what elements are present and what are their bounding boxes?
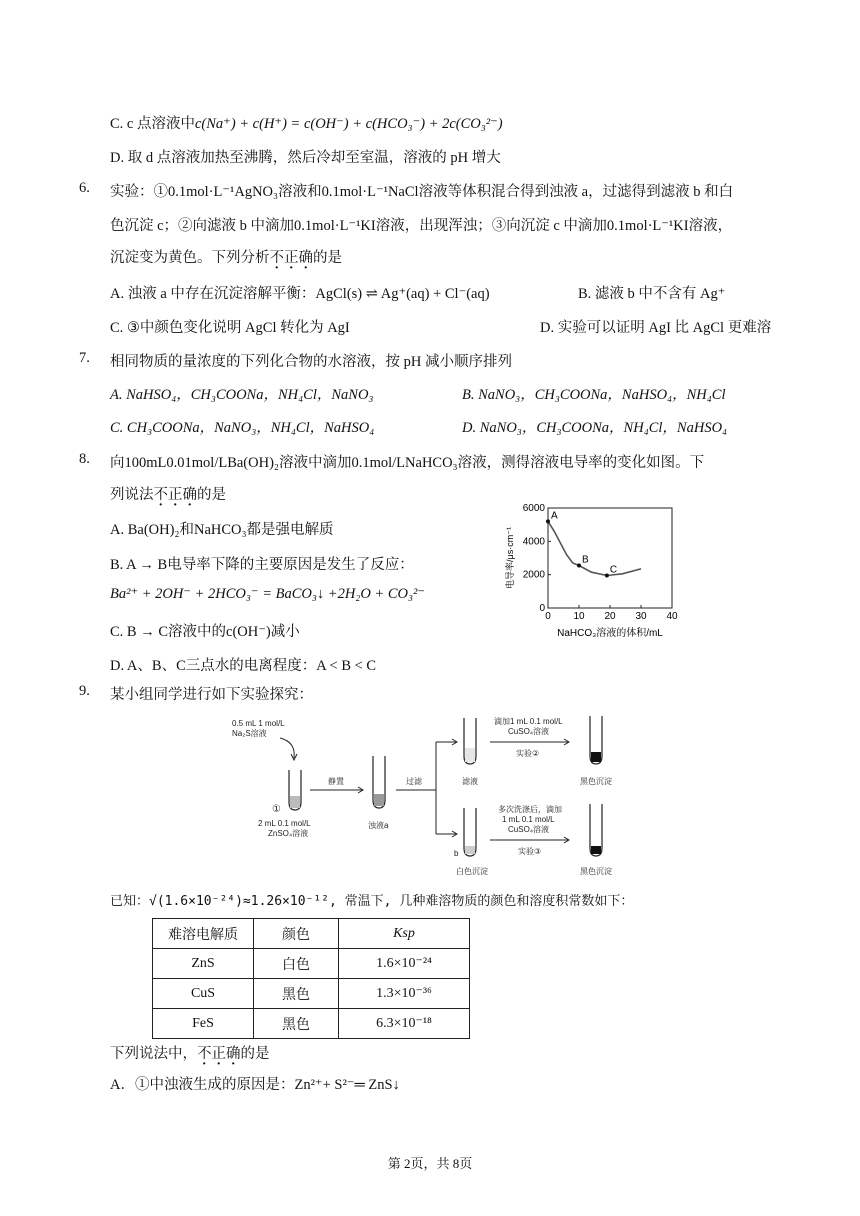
step2-top-1: 滴加1 mL 0.1 mol/L: [494, 717, 563, 726]
tube-2-label: 浊液a: [368, 821, 389, 830]
q7-option-b: B. NaNO₃，CH₃COONa，NaHSO₄，NH₄Cl: [462, 387, 726, 403]
q6-option-b: B. 滤液 b 中不含有 Ag⁺: [578, 286, 726, 302]
drop-arrow: [280, 738, 294, 758]
y-tick-label: 2000: [522, 569, 545, 581]
step2-top-2: CuSO₄溶液: [508, 727, 550, 736]
table-row: [153, 949, 470, 979]
tube-2-liquid: [374, 794, 384, 806]
q9-known: 已知：√(1.6×10⁻²⁴)≈1.26×10⁻¹², 常温下, 几种难溶物质的颜色和溶度积常数如下：: [110, 894, 634, 909]
ksp-cell: 黑色: [254, 979, 339, 1009]
x-tick-label: 40: [666, 611, 678, 622]
step3-top-3: CuSO₄溶液: [508, 825, 550, 834]
q6-option-c: C. ③中颜色变化说明 AgCl 转化为 AgI: [110, 320, 350, 336]
q7-option-c: C. CH₃COONa，NaNO₃，NH₄Cl，NaHSO₄: [110, 420, 375, 436]
q8-line1: 向100mL0.01mol/LBa(OH)₂溶液中滴加0.1mol/LNaHCO₃溶液，测得溶液电导率的变化如图。下: [110, 455, 705, 471]
conductivity-chart: [500, 496, 700, 642]
x-axis-label: NaHCO₃溶液的体积/mL: [557, 628, 663, 639]
step2-bottom: 实验②: [516, 749, 540, 758]
step3-top-1: 多次洗涤后，滴加: [498, 805, 562, 814]
ksp-cell: 白色: [254, 949, 339, 979]
point-label-b: B: [582, 554, 589, 566]
q9-option-a: A．①中浊液生成的原因是：Zn²⁺+ S²⁻═ ZnS↓: [110, 1077, 400, 1093]
q7-stem: 相同物质的量浓度的下列化合物的水溶液，按 pH 减小顺序排列: [110, 354, 512, 370]
step3-top-2: 1 mL 0.1 mol/L: [502, 815, 555, 824]
experiment-diagram: [226, 712, 640, 882]
q8-option-b-equation: Ba²⁺ + 2OH⁻ + 2HCO₃⁻ = BaCO₃↓ +2H₂O + CO₃²⁻: [110, 586, 426, 602]
q6-line2: 色沉淀 c；②向滤液 b 中滴加0.1mol·L⁻¹KI溶液，出现浑浊；③向沉淀 c 中滴加0.1mol·L⁻¹KI溶液，: [110, 218, 733, 234]
q8-option-b: B. A → B电导率下降的主要原因是发生了反应：: [110, 557, 414, 573]
reagent-label-2: Na₂S溶液: [232, 729, 267, 738]
point-label-c: C: [609, 564, 618, 576]
black-ppt-label-1: 黑色沉淀: [580, 777, 612, 786]
x-tick-label: 30: [635, 611, 647, 622]
tube-1-label-2: ZnSO₄溶液: [268, 829, 309, 838]
x-tick-label: 10: [573, 611, 585, 622]
ksp-cell: 6.3×10⁻¹⁸: [339, 1009, 470, 1039]
q8-option-d: D. A、B、C三点水的电离程度：A < B < C: [110, 658, 377, 674]
q7-option-d: D. NaNO₃，CH₃COONa，NH₄Cl，NaHSO₄: [462, 420, 728, 436]
q6-line1: 实验：①0.1mol·L⁻¹AgNO₃溶液和0.1mol·L⁻¹NaCl溶液等体积混合得到浊液 a，过滤得到滤液 b 和白: [110, 184, 734, 200]
table-row: [153, 979, 470, 1009]
q9-ask: 下列说法中，不正确的是: [110, 1046, 270, 1062]
page-footer: 第 2页，共 8页: [387, 1156, 473, 1171]
black-ppt-1: [591, 752, 601, 762]
tube-1-label-1: 2 mL 0.1 mol/L: [258, 819, 311, 828]
question-number-7: 7.: [79, 350, 90, 366]
x-tick-label: 0: [545, 611, 551, 622]
filtrate-liquid: [465, 748, 475, 762]
ksp-cell: 1.6×10⁻²⁴: [339, 949, 470, 979]
white-ppt-label: 白色沉淀: [456, 867, 488, 876]
ksp-header-2: Ksp: [339, 919, 470, 949]
ksp-cell: 1.3×10⁻³⁶: [339, 979, 470, 1009]
chart-frame: [548, 508, 672, 608]
ksp-table: [152, 918, 470, 1039]
x-tick-label: 20: [604, 611, 616, 622]
option-d-prev: D. 取 d 点溶液加热至沸腾，然后冷却至室温，溶液的 pH 增大: [110, 150, 501, 166]
y-tick-label: 0: [539, 603, 545, 614]
q7-option-a: A. NaHSO₄，CH₃COONa，NH₄Cl，NaNO₃: [110, 387, 374, 403]
reagent-label-1: 0.5 mL 1 mol/L: [232, 719, 285, 728]
y-tick-label: 6000: [522, 503, 545, 514]
ksp-cell: FeS: [153, 1009, 254, 1039]
q6-option-a: A. 浊液 a 中存在沉淀溶解平衡：AgCl(s) ⇌ Ag⁺(aq) + Cl⁻(aq): [110, 286, 490, 302]
y-tick-label: 4000: [522, 536, 545, 548]
white-ppt: [465, 846, 475, 854]
point-label-a: A: [551, 510, 558, 522]
y-axis-label: 电导率/μs·cm⁻¹: [505, 527, 515, 589]
ksp-cell: 黑色: [254, 1009, 339, 1039]
ksp-table-header: [153, 919, 470, 949]
black-ppt-2: [591, 846, 601, 854]
black-ppt-label-2: 黑色沉淀: [580, 867, 612, 876]
arrow-filter-label: 过滤: [406, 777, 422, 786]
q8-option-a: A. Ba(OH)₂和NaHCO₃都是强电解质: [110, 522, 334, 538]
point-c: [605, 574, 609, 578]
filtrate-label: 滤液: [462, 777, 478, 786]
ksp-header-1: 颜色: [254, 919, 339, 949]
question-number-6: 6.: [79, 180, 90, 196]
ksp-cell: ZnS: [153, 949, 254, 979]
q6-line3: 沉淀变为黄色。下列分析不正确的是: [110, 250, 342, 266]
tube-1-liquid: [290, 796, 300, 808]
white-tube-mark: b: [454, 849, 459, 858]
step3-bottom: 实验③: [518, 847, 542, 856]
ksp-cell: CuS: [153, 979, 254, 1009]
point-b: [577, 564, 581, 568]
point-a: [546, 519, 550, 523]
q8-option-c: C. B → C溶液中的c(OH⁻)减小: [110, 624, 300, 640]
tube-1-mark: ①: [272, 804, 281, 815]
option-c-prev: C. c 点溶液中c(Na⁺) + c(H⁺) = c(OH⁻) + c(HCO₃⁻) + 2c(CO₃²⁻): [110, 116, 503, 132]
table-row: [153, 1009, 470, 1039]
conductivity-curve: [548, 521, 641, 575]
question-number-8: 8.: [79, 451, 90, 467]
q6-option-d: D. 实验可以证明 AgI 比 AgCl 更难溶: [540, 320, 772, 336]
q9-stem: 某小组同学进行如下实验探究：: [110, 687, 313, 703]
ksp-header-0: 难溶电解质: [153, 919, 254, 949]
q8-line2: 列说法不正确的是: [110, 487, 226, 503]
arrow-standing-label: 静置: [328, 777, 344, 786]
question-number-9: 9.: [79, 683, 90, 699]
